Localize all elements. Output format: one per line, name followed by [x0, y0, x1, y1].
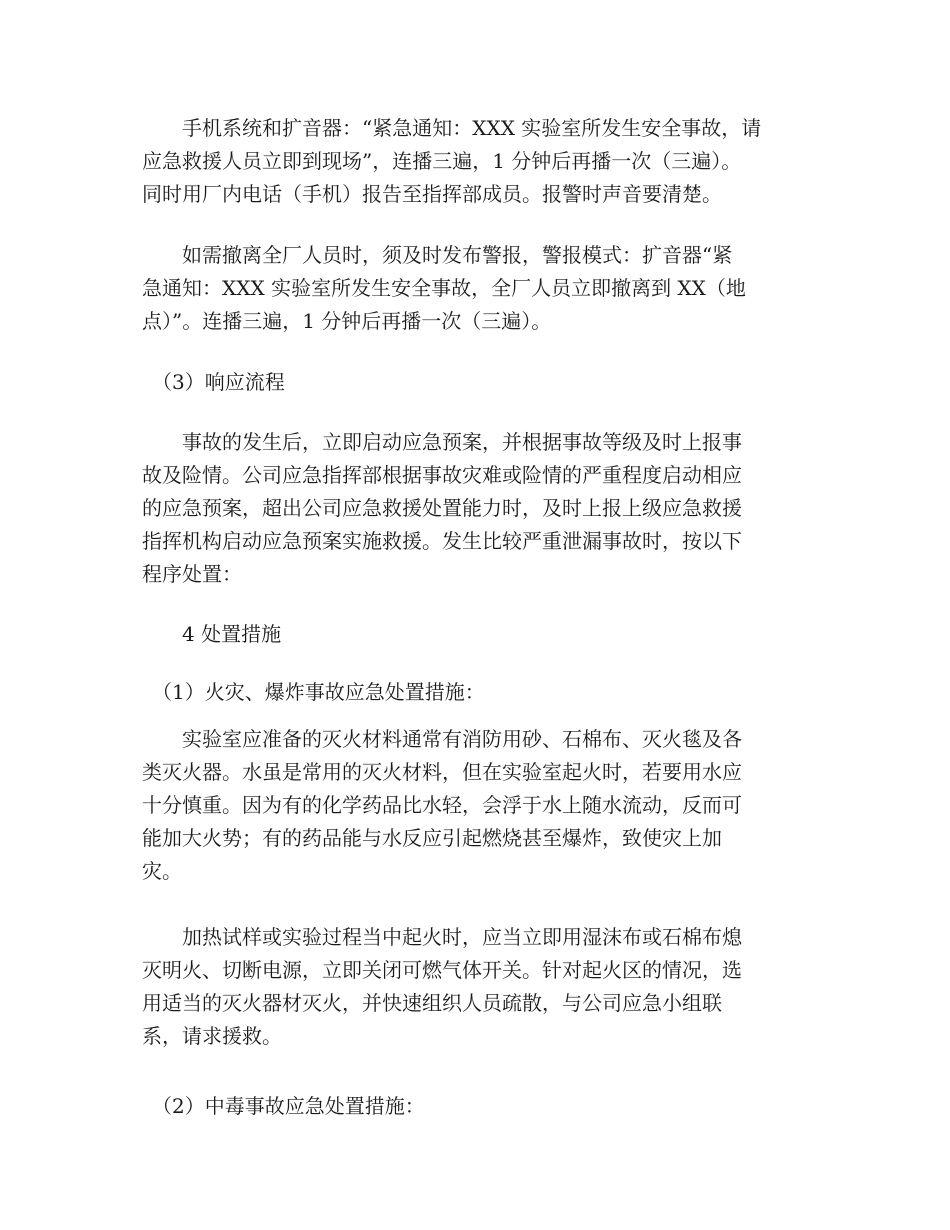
heading-response-process: [142, 366, 822, 399]
text-line: 灾。: [142, 859, 182, 883]
text-line: 实验室应准备的灭火材料通常有消防用砂、石棉布、灭火毯及各: [142, 727, 742, 751]
text-line: 指挥机构启动应急预案实施救援。发生比较严重泄漏事故时，按以下: [142, 529, 742, 553]
text-line: 手机系统和扩音器：“紧急通知：XXX 实验室所发生安全事故，请: [142, 116, 762, 140]
text-line: 事故的发生后，立即启动应急预案，并根据事故等级及时上报事: [142, 430, 742, 454]
text-line: 程序处置：: [142, 562, 242, 586]
text-line: （1）火灾、爆炸事故应急处置措施：: [142, 680, 485, 704]
text-line: 类灭火器。水虽是常用的灭火材料，但在实验室起火时，若要用水应: [142, 760, 742, 784]
paragraph-response-process: [142, 426, 822, 591]
text-line: 加热试样或实验过程当中起火时，应当立即用湿沫布或石棉布熄: [142, 925, 742, 949]
text-line: 点）”。连播三遍，1 分钟后再播一次（三遍）。: [142, 309, 552, 333]
heading-fire-explosion: [142, 676, 822, 709]
text-line: 4 处置措施: [142, 622, 282, 646]
text-line: 的应急预案，超出公司应急救援处置能力时，及时上报上级应急救援: [142, 496, 742, 520]
text-line: 故及险情。公司应急指挥部根据事故灾难或险情的严重程度启动相应: [142, 463, 742, 487]
heading-disposal-measures: [142, 618, 822, 651]
text-line: 急通知：XXX 实验室所发生安全事故，全厂人员立即撤离到 XX（地: [142, 276, 746, 300]
paragraph-fire-handling: [142, 921, 822, 1053]
text-line: 同时用厂内电话（手机）报告至指挥部成员。报警时声音要清楚。: [142, 182, 722, 206]
paragraph-evacuation-alarm: [142, 239, 822, 338]
text-line: 应急救援人员立即到现场”，连播三遍，1 分钟后再播一次（三遍）。: [142, 149, 742, 173]
text-line: （2）中毒事故应急处置措施：: [142, 1094, 425, 1118]
text-line: 能加大火势；有的药品能与水反应引起燃烧甚至爆炸，致使灾上加: [142, 826, 722, 850]
text-line: 如需撤离全厂人员时，须及时发布警报，警报模式：扩音器“紧: [142, 243, 733, 267]
paragraph-fire-materials: [142, 723, 822, 888]
text-line: （3）响应流程: [142, 370, 285, 394]
text-line: 用适当的灭火器材灭火，并快速组织人员疏散，与公司应急小组联: [142, 991, 722, 1015]
text-line: 灭明火、切断电源，立即关闭可燃气体开关。针对起火区的情况，选: [142, 958, 742, 982]
text-line: 系，请求援救。: [142, 1024, 282, 1048]
text-line: 十分慎重。因为有的化学药品比水轻，会浮于水上随水流动，反而可: [142, 793, 742, 817]
heading-poisoning: [142, 1090, 822, 1123]
paragraph-alarm-broadcast: [142, 112, 822, 211]
